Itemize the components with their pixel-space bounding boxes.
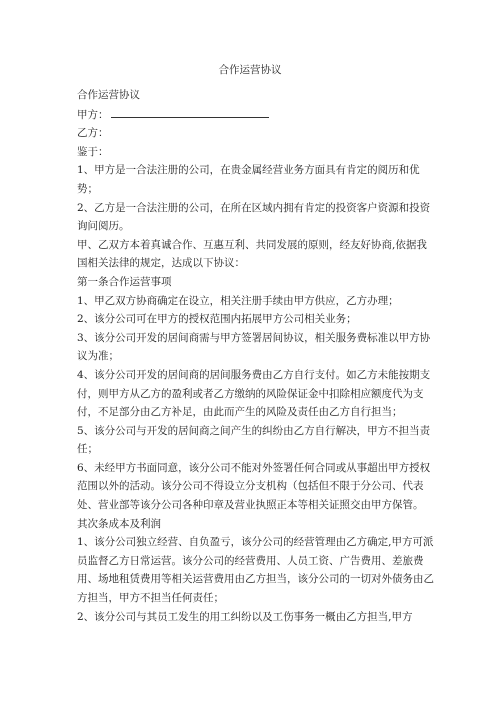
article-1-heading: 第一条合作运营事项 bbox=[77, 275, 172, 288]
article-1-item-5: 5、该分公司与开发的居间商之间产生的纠纷由乙方自行解决，甲方不担当责任； bbox=[77, 424, 431, 456]
party-a-label: 甲方： bbox=[77, 108, 109, 121]
party-b-label: 乙方： bbox=[77, 127, 109, 140]
article-1-item-6: 6、未经甲方书面同意，该分公司不能对外签署任何合同或从事超出甲方授权范围以外的活动。该分公司不得设立分支机构（包括但不限于分公司、代表处、营业部等该分公司各种印章及营业执照正本等相关证照交由甲方保管。 bbox=[77, 461, 431, 512]
subtitle: 合作运营协议 bbox=[77, 89, 140, 101]
party-a-blank bbox=[111, 105, 269, 118]
document-body bbox=[77, 86, 435, 626]
paragraph-3: 甲、乙双方本着真诚合作、互惠互利、共同发展的原则，经友好协商,依据我国相关法律的规定，达成以下协议： bbox=[77, 238, 427, 270]
party-a-line bbox=[77, 105, 435, 125]
article-2-item-1: 1、该分公司独立经营、自负盈亏，该分公司的经营管理由乙方确定,甲方可派员监督乙方日常运营。该分公司的经营费用、人员工资、广告费用、差旅费用、场地租赁费用等相关运营费用由乙方担当，该分公司的一切对外债务由乙方担当，甲方不担当任何责任； bbox=[77, 536, 434, 605]
article-2-item-2: 2、该分公司与其员工发生的用工纠纷以及工伤事务一概由乙方担当,甲方 bbox=[77, 610, 413, 623]
article-1-item-4: 4、该分公司开发的居间商的居间服务费由乙方自行支付。如乙方未能按期支付，则甲方从乙方的盈利或者乙方缴纳的风险保证金中扣除相应额度代为支付，不足部分由乙方补足，由此而产生的风险及责任由乙方自行担当； bbox=[77, 368, 431, 419]
article-1-item-1: 1、甲乙双方协商确定在设立，相关注册手续由甲方供应，乙方办理； bbox=[77, 294, 399, 307]
article-2-heading: 其次条成本及利润 bbox=[77, 517, 161, 530]
paragraph-1: 1、甲方是一合法注册的公司，在贵金属经营业务方面具有肯定的阅历和优势； bbox=[77, 164, 420, 195]
paragraph-2: 2、乙方是一合法注册的公司，在所在区域内拥有肯定的投资客户资源和投资询问阅历。 bbox=[77, 201, 431, 233]
article-1-item-3: 3、该分公司开发的居间商需与甲方签署居间协议，相关服务费标准以甲方协议为准； bbox=[77, 331, 431, 363]
whereas-label: 鉴于： bbox=[77, 145, 109, 158]
article-1-item-2: 2、该分公司可在甲方的授权范围内拓展甲方公司相关业务； bbox=[77, 313, 357, 326]
document-title: 合作运营协议 bbox=[218, 64, 282, 76]
